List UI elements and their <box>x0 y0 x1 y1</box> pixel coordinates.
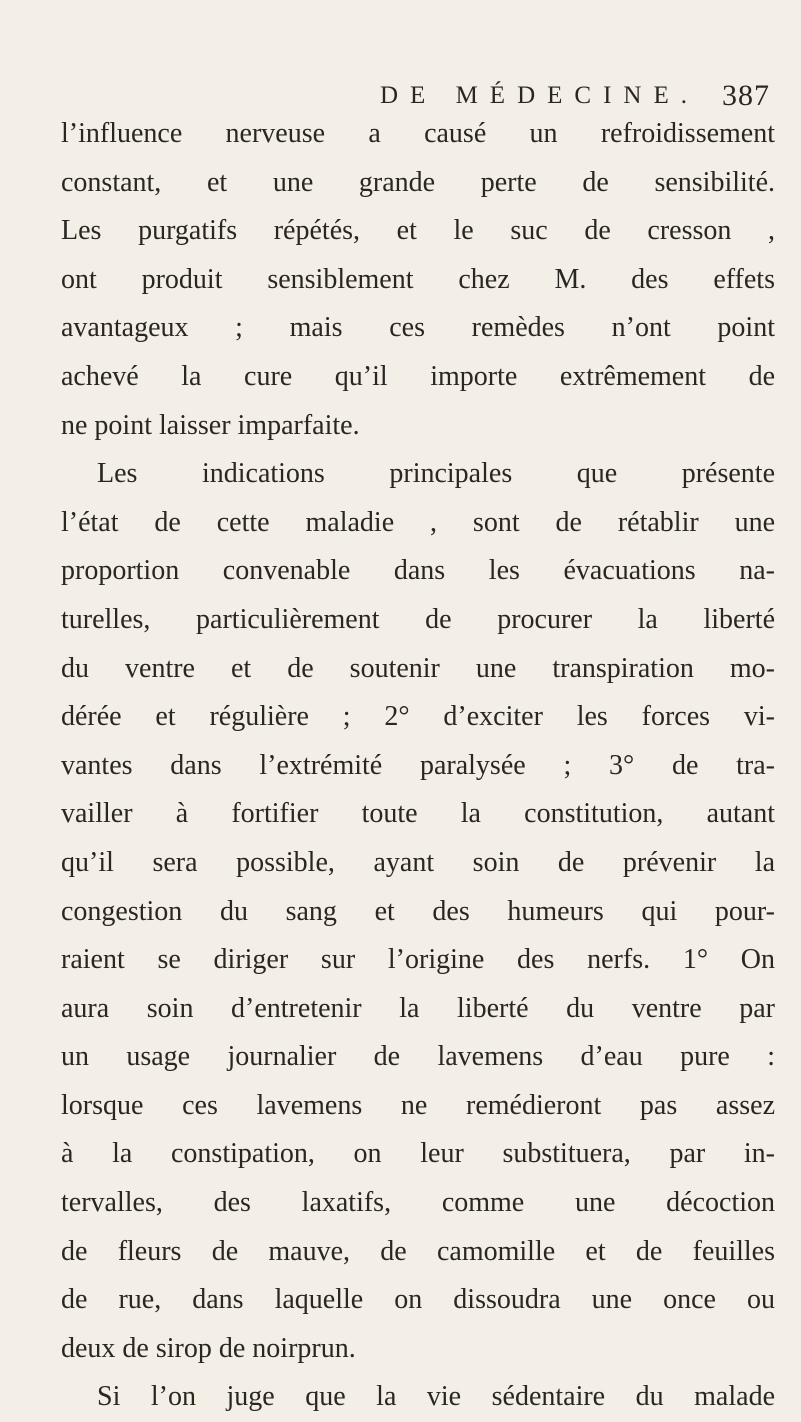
text-line: Les indications principales que présente <box>97 458 775 490</box>
text-line: dérée et régulière ; 2° d’exciter les forces vi- <box>61 701 775 733</box>
text-line: ont produit sensiblement chez M. des effets <box>61 263 775 295</box>
page-number: 387 <box>722 79 770 112</box>
text-line: à la constipation, on leur substituera, par in- <box>61 1138 775 1170</box>
text-line: proportion convenable dans les évacuations na- <box>61 555 775 587</box>
text-line: de rue, dans laquelle on dissoudra une once ou <box>61 1284 775 1316</box>
text-line: lorsque ces lavemens ne remédieront pas assez <box>61 1089 775 1121</box>
text-line: de fleurs de mauve, de camomille et de feuilles <box>61 1235 775 1267</box>
text-line: congestion du sang et des humeurs qui pour- <box>61 895 775 927</box>
text-line: l’état de cette maladie , sont de rétablir une <box>61 506 775 538</box>
text-line: avantageux ; mais ces remèdes n’ont point <box>61 312 775 344</box>
text-line: tervalles, des laxatifs, comme une décoction <box>61 1187 775 1219</box>
text-line: l’influence nerveuse a causé un refroidissement <box>61 118 775 149</box>
text-line: du ventre et de soutenir une transpiration mo- <box>61 652 775 684</box>
text-line: vantes dans l’extrémité paralysée ; 3° de tra- <box>61 749 775 781</box>
text-line: un usage journalier de lavemens d’eau pure : <box>61 1041 775 1073</box>
text-line: ne point laisser imparfaite. <box>61 409 360 441</box>
text-line: qu’il sera possible, ayant soin de prévenir la <box>61 846 775 878</box>
text-line: deux de sirop de noirprun. <box>61 1332 356 1364</box>
body-text <box>61 110 775 1422</box>
text-line: raient se diriger sur l’origine des nerfs. 1° On <box>61 944 775 976</box>
text-line: Si l’on juge que la vie sédentaire du malade <box>97 1381 775 1413</box>
text-line: turelles, particulièrement de procurer la liberté <box>61 603 775 635</box>
running-title: DE MÉDECINE. <box>380 82 699 109</box>
text-line: vailler à fortifier toute la constitution, autant <box>61 798 775 830</box>
text-line: constant, et une grande perte de sensibilité. <box>61 166 775 198</box>
text-line: Les purgatifs répétés, et le suc de cresson , <box>61 215 775 247</box>
text-line: aura soin d’entretenir la liberté du ventre par <box>61 992 775 1024</box>
text-line: achevé la cure qu’il importe extrêmement de <box>61 360 775 392</box>
